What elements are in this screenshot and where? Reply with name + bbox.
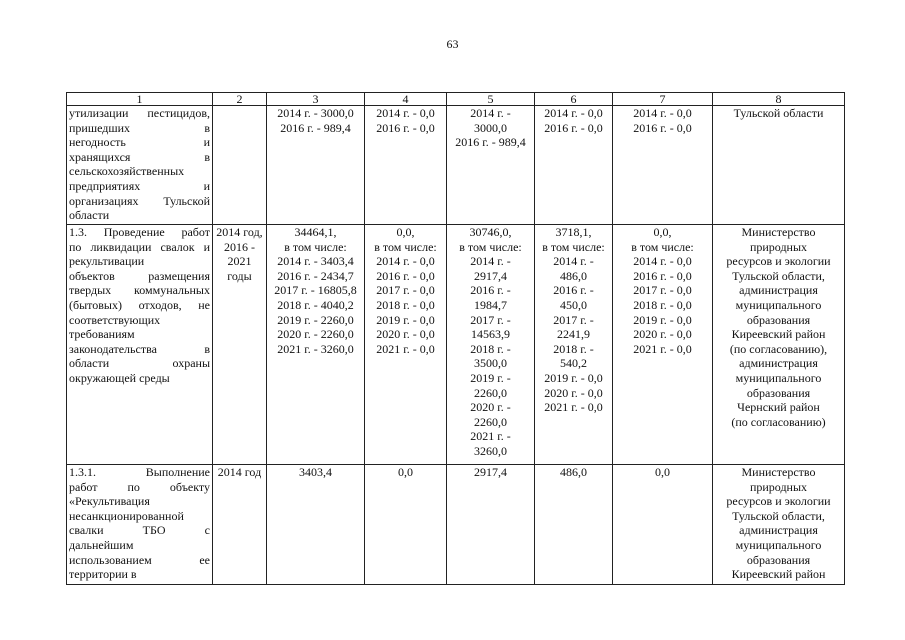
cell-line: образования bbox=[746, 552, 811, 567]
local-budget-cell bbox=[535, 106, 613, 225]
cell-line: 1.3. Проведение работ bbox=[69, 225, 210, 239]
cell-line: 2018 г. - 4040,2 bbox=[277, 297, 354, 312]
total-funding-cell bbox=[267, 106, 365, 225]
table-row bbox=[67, 106, 845, 225]
cell-line: 2019 г. - bbox=[470, 370, 511, 385]
extra-budget-cell bbox=[613, 106, 713, 225]
cell-line: (бытовых) отходов, не bbox=[69, 297, 210, 312]
cell-line: 2017 г. - 16805,8 bbox=[274, 283, 357, 298]
cell-line: 2917,4 bbox=[474, 268, 507, 283]
cell-line: в том числе: bbox=[459, 239, 522, 254]
cell-line: области bbox=[69, 208, 110, 223]
cell-line: 2014 г. - bbox=[470, 254, 511, 269]
cell-line: (по согласованию) bbox=[731, 414, 826, 429]
cell-line: 2016 г. - 989,4 bbox=[280, 120, 351, 135]
column-header: 4 bbox=[365, 93, 447, 106]
cell-line: несанкционированной bbox=[69, 508, 184, 523]
cell-line: 2017 г. - bbox=[553, 312, 594, 327]
cell-line: работ по объекту bbox=[69, 479, 210, 494]
cell-line: пришедших в bbox=[69, 120, 210, 135]
cell-line: твердых коммунальных bbox=[69, 283, 210, 298]
column-header: 2 bbox=[213, 93, 267, 106]
page-number: 63 bbox=[446, 37, 459, 51]
cell-line: негодность и bbox=[69, 135, 210, 150]
cell-line: 2014 г. - 3403,4 bbox=[277, 254, 354, 269]
cell-line: в том числе: bbox=[631, 239, 694, 254]
cell-line: 2014 г. - 0,0 bbox=[376, 254, 435, 269]
cell-line: 2014 г. - 0,0 bbox=[633, 254, 692, 269]
cell-line: предприятиях и bbox=[69, 178, 210, 193]
cell-line: 0,0, bbox=[396, 225, 415, 239]
cell-line: 2016 г. - bbox=[553, 283, 594, 298]
cell-line: 3500,0 bbox=[474, 356, 507, 371]
cell-line: 2016 г. - bbox=[470, 283, 511, 298]
cell-line: 2014 год bbox=[217, 465, 262, 479]
regional-budget-cell bbox=[447, 225, 535, 465]
period-cell bbox=[213, 465, 267, 585]
cell-line: Тульской области, bbox=[732, 508, 825, 523]
cell-line: 2016 г. - 0,0 bbox=[376, 120, 435, 135]
cell-line: рекультивации bbox=[69, 254, 145, 269]
executor-cell bbox=[713, 465, 845, 585]
cell-line: 2020 г. - 0,0 bbox=[544, 385, 603, 400]
cell-line: 2014 г. - 0,0 bbox=[544, 106, 603, 120]
cell-line: (по согласованию), bbox=[729, 341, 828, 356]
cell-line: 2016 г. - 0,0 bbox=[376, 268, 435, 283]
cell-line: Киреевский район bbox=[731, 567, 826, 582]
cell-line: 2260,0 bbox=[474, 385, 507, 400]
cell-line: 2014 г. - 0,0 bbox=[376, 106, 435, 120]
cell-line: годы bbox=[227, 268, 252, 283]
period-cell bbox=[213, 225, 267, 465]
cell-line: в том числе: bbox=[284, 239, 347, 254]
cell-line: соответствующих bbox=[69, 312, 161, 327]
cell-line: Министерство bbox=[741, 225, 816, 239]
cell-line: Чернский район bbox=[737, 400, 820, 415]
cell-line: 3718,1, bbox=[555, 225, 592, 239]
cell-line: 2014 г. - bbox=[470, 106, 511, 120]
cell-line: использованием ее bbox=[69, 552, 210, 567]
table-row bbox=[67, 225, 845, 465]
cell-line: 450,0 bbox=[560, 297, 587, 312]
cell-line: Тульской области, bbox=[732, 268, 825, 283]
cell-line: 14563,9 bbox=[471, 327, 510, 342]
cell-line: 2014 г. - bbox=[553, 254, 594, 269]
cell-line: хранящихся в bbox=[69, 149, 210, 164]
total-funding-cell bbox=[267, 225, 365, 465]
cell-line: Тульской области bbox=[733, 106, 824, 120]
cell-line: по ликвидации свалок и bbox=[69, 239, 210, 254]
cell-line: 3000,0 bbox=[474, 120, 507, 135]
cell-line: 2021 г. - 0,0 bbox=[544, 400, 603, 415]
cell-line: 0,0 bbox=[398, 465, 413, 479]
cell-line: 3403,4 bbox=[299, 465, 332, 479]
cell-line: территории в bbox=[69, 567, 137, 582]
activity-name-cell bbox=[67, 225, 213, 465]
cell-line: сельскохозяйственных bbox=[69, 164, 185, 179]
cell-line: природных bbox=[749, 239, 808, 254]
cell-line: образования bbox=[746, 312, 811, 327]
federal-budget-cell bbox=[365, 106, 447, 225]
cell-line: 2018 г. - bbox=[470, 341, 511, 356]
executor-cell bbox=[713, 225, 845, 465]
federal-budget-cell bbox=[365, 225, 447, 465]
cell-line: 2020 г. - 0,0 bbox=[376, 327, 435, 342]
cell-line: 2021 г. - 3260,0 bbox=[277, 341, 354, 356]
cell-line: 2016 - bbox=[224, 239, 255, 254]
cell-line: 2018 г. - bbox=[553, 341, 594, 356]
cell-line: 2016 г. - 2434,7 bbox=[277, 268, 354, 283]
cell-line: утилизации пестицидов, bbox=[69, 106, 210, 120]
cell-line: 2021 г. - 0,0 bbox=[633, 341, 692, 356]
cell-line: 2019 г. - 0,0 bbox=[544, 370, 603, 385]
cell-line: 2017 г. - 0,0 bbox=[376, 283, 435, 298]
cell-line: 1.3.1. Выполнение bbox=[69, 465, 210, 479]
cell-line: ресурсов и экологии bbox=[726, 494, 831, 509]
federal-budget-cell bbox=[365, 465, 447, 585]
local-budget-cell bbox=[535, 465, 613, 585]
total-funding-cell bbox=[267, 465, 365, 585]
cell-line: 2020 г. - 2260,0 bbox=[277, 327, 354, 342]
cell-line: 2020 г. - bbox=[470, 400, 511, 415]
cell-line: 2021 г. - 0,0 bbox=[376, 341, 435, 356]
column-header: 7 bbox=[613, 93, 713, 106]
column-header: 6 bbox=[535, 93, 613, 106]
cell-line: 2021 г. - bbox=[470, 429, 511, 444]
cell-line: 2260,0 bbox=[474, 414, 507, 429]
cell-line: муниципального bbox=[735, 370, 822, 385]
cell-line: требованиям bbox=[69, 327, 135, 342]
cell-line: образования bbox=[746, 385, 811, 400]
cell-line: 34464,1, bbox=[294, 225, 337, 239]
cell-line: 540,2 bbox=[560, 356, 587, 371]
regional-budget-cell bbox=[447, 106, 535, 225]
cell-line: Киреевский район bbox=[731, 327, 826, 342]
table-row bbox=[67, 465, 845, 585]
activity-name-cell bbox=[67, 465, 213, 585]
column-header: 8 bbox=[713, 93, 845, 106]
extra-budget-cell bbox=[613, 465, 713, 585]
cell-line: 2016 г. - 0,0 bbox=[633, 120, 692, 135]
cell-line: окружающей среды bbox=[69, 370, 170, 385]
cell-line: 2018 г. - 0,0 bbox=[633, 297, 692, 312]
cell-line: 2014 г. - 0,0 bbox=[633, 106, 692, 120]
column-header: 5 bbox=[447, 93, 535, 106]
cell-line: 30746,0, bbox=[469, 225, 512, 239]
cell-line: ресурсов и экологии bbox=[726, 254, 831, 269]
cell-line: организациях Тульской bbox=[69, 193, 210, 208]
local-budget-cell bbox=[535, 225, 613, 465]
cell-line: 2016 г. - 0,0 bbox=[633, 268, 692, 283]
cell-line: 486,0 bbox=[560, 465, 587, 479]
column-number-row bbox=[67, 93, 845, 106]
period-cell bbox=[213, 106, 267, 225]
column-header: 1 bbox=[67, 93, 213, 106]
cell-line: области охраны bbox=[69, 356, 210, 371]
extra-budget-cell bbox=[613, 225, 713, 465]
cell-line: 2014 г. - 3000,0 bbox=[277, 106, 354, 120]
cell-line: 1984,7 bbox=[474, 297, 507, 312]
cell-line: 2016 г. - 989,4 bbox=[455, 135, 526, 150]
activity-name-cell bbox=[67, 106, 213, 225]
cell-line: «Рекультивация bbox=[69, 494, 150, 509]
cell-line: в том числе: bbox=[542, 239, 605, 254]
program-table bbox=[66, 92, 845, 585]
cell-line: администрация bbox=[739, 283, 818, 298]
cell-line: дальнейшим bbox=[69, 537, 134, 552]
cell-line: законодательства в bbox=[69, 341, 210, 356]
cell-line: природных bbox=[749, 479, 808, 494]
cell-line: 2021 bbox=[227, 254, 252, 269]
cell-line: администрация bbox=[739, 523, 818, 538]
cell-line: 2019 г. - 0,0 bbox=[376, 312, 435, 327]
cell-line: 2017 г. - 0,0 bbox=[633, 283, 692, 298]
cell-line: 2017 г. - bbox=[470, 312, 511, 327]
cell-line: муниципального bbox=[735, 537, 822, 552]
cell-line: 2014 год, bbox=[216, 225, 263, 239]
cell-line: 0,0, bbox=[653, 225, 672, 239]
cell-line: муниципального bbox=[735, 297, 822, 312]
executor-cell bbox=[713, 106, 845, 225]
cell-line: 2020 г. - 0,0 bbox=[633, 327, 692, 342]
cell-line: 2019 г. - 2260,0 bbox=[277, 312, 354, 327]
cell-line: 2241,9 bbox=[557, 327, 590, 342]
cell-line: 2019 г. - 0,0 bbox=[633, 312, 692, 327]
cell-line: администрация bbox=[739, 356, 818, 371]
cell-line: 0,0 bbox=[655, 465, 670, 479]
cell-line: 2917,4 bbox=[474, 465, 507, 479]
cell-line: в том числе: bbox=[374, 239, 437, 254]
cell-line: 486,0 bbox=[560, 268, 587, 283]
column-header: 3 bbox=[267, 93, 365, 106]
cell-line: 2018 г. - 0,0 bbox=[376, 297, 435, 312]
cell-line: 2016 г. - 0,0 bbox=[544, 120, 603, 135]
cell-line: Министерство bbox=[741, 465, 816, 479]
regional-budget-cell bbox=[447, 465, 535, 585]
cell-line: 3260,0 bbox=[474, 443, 507, 458]
cell-line: свалки ТБО с bbox=[69, 523, 210, 538]
cell-line: объектов размещения bbox=[69, 268, 210, 283]
